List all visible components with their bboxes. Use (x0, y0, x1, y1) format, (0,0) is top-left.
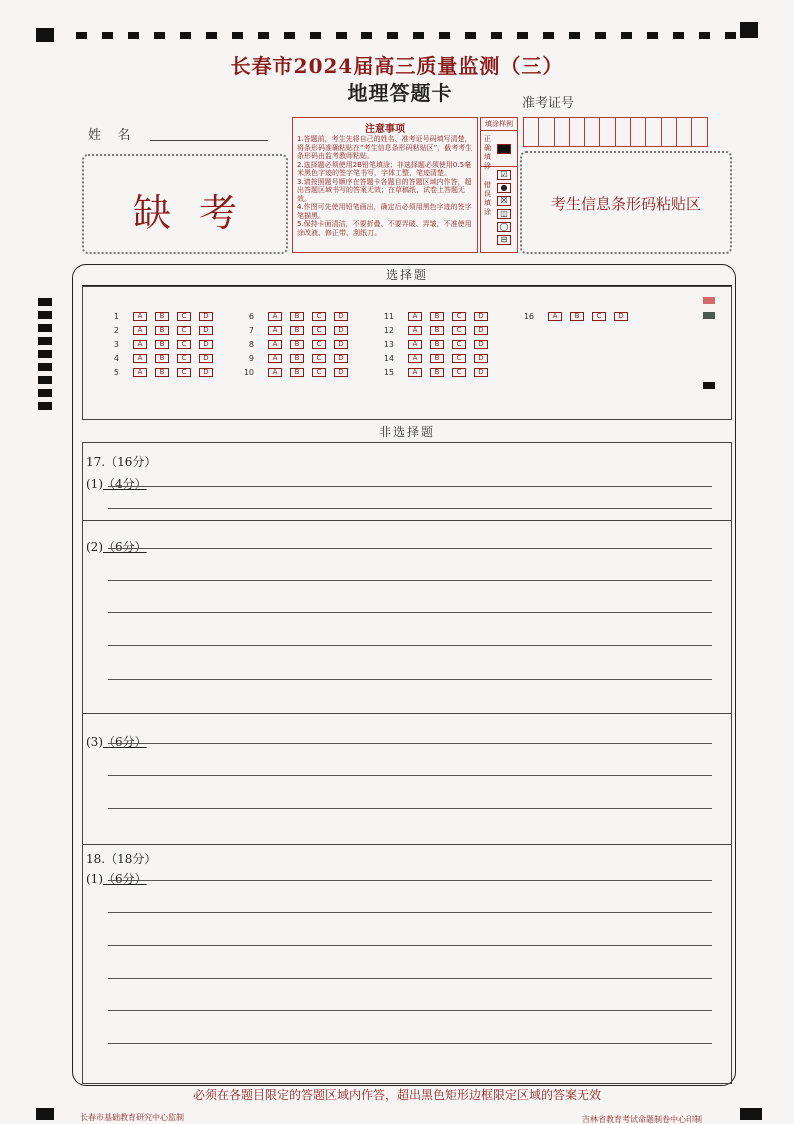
corner-mark-bottom-left (36, 1108, 54, 1120)
answer-line[interactable] (108, 645, 712, 646)
exam-id-digit-box[interactable] (554, 117, 570, 147)
exam-id-digit-box[interactable] (599, 117, 615, 147)
mc-option-bubble[interactable]: B (155, 340, 169, 349)
q17-1-number: (1) (86, 477, 103, 491)
card-title: 长春市2024届高三质量监测（三） (230, 54, 564, 78)
notice-item: 4.作图可先使用铅笔画出，确定后必须用黑色字迹的签字笔描黑。 (297, 203, 472, 220)
name-field[interactable] (150, 140, 268, 141)
timing-marks-side (38, 298, 52, 415)
mc-option-bubble[interactable]: C (452, 326, 466, 335)
mc-option-bubble[interactable]: A (268, 326, 282, 335)
mc-option-bubble[interactable]: A (268, 312, 282, 321)
mc-option-bubble[interactable]: A (408, 326, 422, 335)
mc-option-bubble[interactable]: B (155, 354, 169, 363)
timing-mark (258, 32, 269, 39)
mc-option-bubble[interactable]: A (133, 354, 147, 363)
mc-option-bubble[interactable]: A (133, 326, 147, 335)
mc-option-bubble[interactable]: A (408, 340, 422, 349)
timing-mark (38, 311, 52, 319)
mc-option-bubble[interactable]: C (452, 354, 466, 363)
timing-mark (38, 298, 52, 306)
partial-mark-icon: ◫ (497, 209, 511, 219)
timing-mark (336, 32, 347, 39)
mc-option-bubble[interactable]: C (312, 354, 326, 363)
mc-option-bubble[interactable]: D (334, 368, 348, 377)
timing-mark (38, 363, 52, 371)
mc-option-bubble[interactable]: D (474, 354, 488, 363)
fill-sample-header: 填涂样例 (481, 118, 517, 131)
timing-mark (491, 32, 502, 39)
mc-option-bubble[interactable]: C (452, 368, 466, 377)
mc-option-bubble[interactable]: D (614, 312, 628, 321)
timing-mark (38, 337, 52, 345)
timing-mark (595, 32, 606, 39)
mc-option-bubble[interactable]: C (452, 340, 466, 349)
check-mark-icon: ☑ (497, 170, 511, 180)
mc-option-bubble[interactable]: B (430, 340, 444, 349)
mc-question-9 (238, 353, 356, 364)
mc-question-number: 8 (248, 340, 254, 349)
exam-id-digit-box[interactable] (538, 117, 554, 147)
mc-option-bubble[interactable]: D (199, 354, 213, 363)
q18-1-number: (1) (86, 872, 103, 886)
mc-question-number: 15 (383, 368, 394, 377)
mc-option-bubble[interactable]: D (474, 312, 488, 321)
timing-mark (180, 32, 191, 39)
mc-option-bubble[interactable]: B (290, 354, 304, 363)
mc-question-16 (518, 311, 636, 322)
timing-mark (569, 32, 580, 39)
answer-line[interactable] (108, 508, 712, 509)
mc-question-number: 12 (383, 326, 394, 335)
notice-item: 2.选择题必须使用2B铅笔填涂；非选择题必须使用0.5毫米黑色字迹的签字笔书写，字体工整、笔迹清楚。 (297, 160, 472, 177)
q17-2-number: (2) (86, 540, 103, 554)
q18-1-label (86, 870, 147, 887)
exam-id-digit-box[interactable] (569, 117, 585, 147)
mc-option-bubble[interactable]: B (290, 312, 304, 321)
mc-option-bubble[interactable]: A (268, 340, 282, 349)
mc-option-bubble[interactable]: C (177, 354, 191, 363)
mc-option-bubble[interactable]: A (268, 354, 282, 363)
answer-line[interactable] (108, 1043, 712, 1044)
timing-mark (387, 32, 398, 39)
mc-option-bubble[interactable]: A (268, 368, 282, 377)
mc-option-bubble[interactable]: D (334, 354, 348, 363)
fill-sample-correct (481, 131, 517, 170)
corner-mark-top-right (740, 22, 758, 38)
mc-option-bubble[interactable]: C (177, 312, 191, 321)
mc-option-bubble[interactable]: C (177, 340, 191, 349)
exam-id-digit-box[interactable] (523, 117, 539, 147)
timing-mark (38, 389, 52, 397)
color-mark-black (703, 382, 715, 389)
mc-option-bubble[interactable]: D (334, 340, 348, 349)
mc-option-bubble[interactable]: D (334, 326, 348, 335)
mc-option-bubble[interactable]: C (177, 326, 191, 335)
timing-mark (413, 32, 424, 39)
mc-option-bubble[interactable]: B (155, 326, 169, 335)
mc-question-14 (378, 353, 496, 364)
timing-mark (699, 32, 710, 39)
color-mark-green (703, 312, 715, 319)
exam-id-digit-box[interactable] (584, 117, 600, 147)
q17-2-label (86, 538, 147, 555)
mc-option-bubble[interactable]: A (548, 312, 562, 321)
exam-id-digit-box[interactable] (645, 117, 661, 147)
mc-option-bubble[interactable]: A (408, 312, 422, 321)
mc-question-number: 5 (113, 368, 119, 377)
fill-sample (480, 117, 518, 253)
mc-option-bubble[interactable]: B (290, 368, 304, 377)
answer-line[interactable] (108, 808, 712, 809)
exam-id-boxes[interactable] (524, 117, 708, 147)
q17-3-label (86, 733, 147, 750)
mc-question-number: 6 (248, 312, 254, 321)
timing-mark (38, 350, 52, 358)
answer-line[interactable] (108, 945, 712, 946)
mc-option-bubble[interactable]: C (312, 368, 326, 377)
mc-option-bubble[interactable]: D (199, 368, 213, 377)
exam-id-digit-box[interactable] (661, 117, 677, 147)
mc-option-bubble[interactable]: B (430, 354, 444, 363)
q17-title: 17.（16分） (86, 455, 157, 469)
footer-note: 必须在各题目限定的答题区域内作答，超出黑色矩形边框限定区域的答案无效 (192, 1088, 601, 1102)
mc-option-bubble[interactable]: D (334, 312, 348, 321)
q17-3-score: （6分） (103, 735, 147, 749)
mc-area (82, 286, 732, 420)
timing-mark (439, 32, 450, 39)
mc-question-number: 4 (113, 354, 119, 363)
exam-id-label: 准考证号 (522, 96, 575, 111)
timing-mark (76, 32, 87, 39)
q17-2-score: （6分） (103, 540, 147, 554)
mc-option-bubble[interactable]: B (290, 340, 304, 349)
mc-option-bubble[interactable]: B (155, 312, 169, 321)
mc-question-4 (103, 353, 221, 364)
mc-option-bubble[interactable]: B (290, 326, 304, 335)
cross-mark-icon: ☒ (497, 196, 511, 206)
mc-question-number: 1 (113, 312, 119, 321)
exam-id-digit-box[interactable] (691, 117, 707, 147)
answer-line[interactable] (108, 978, 712, 979)
mc-heading: 选择题 (82, 266, 732, 286)
mc-question-3 (103, 339, 221, 350)
fill-sample-correct-label: 正确填涂 (484, 135, 491, 170)
notice-item: 1.答题前，考生先将自己的姓名、准考证号码填写清楚，将条形码准确粘贴在“考生信息条形码粘贴区”，截考考生条形码由监考教师粘贴。 (297, 135, 473, 160)
timing-mark (647, 32, 658, 39)
mc-question-10 (238, 367, 356, 378)
mc-question-number: 9 (248, 354, 254, 363)
answer-line[interactable] (108, 743, 712, 744)
mc-option-bubble[interactable]: C (312, 340, 326, 349)
exam-id-digit-box[interactable] (676, 117, 692, 147)
timing-mark (206, 32, 217, 39)
mc-option-bubble[interactable]: A (133, 340, 147, 349)
mc-question-number: 3 (113, 340, 119, 349)
q17-1-score: （4分） (103, 477, 147, 491)
mc-question-number: 16 (523, 312, 534, 321)
timing-mark (154, 32, 165, 39)
mc-option-bubble[interactable]: C (312, 326, 326, 335)
timing-mark (517, 32, 528, 39)
timing-mark (284, 32, 295, 39)
answer-line[interactable] (108, 912, 712, 913)
mc-question-1 (103, 311, 221, 322)
section-divider (82, 713, 732, 714)
corner-mark-top-left (36, 28, 54, 42)
mc-option-bubble[interactable]: C (592, 312, 606, 321)
answer-line[interactable] (108, 880, 712, 881)
fill-sample-wrong (481, 167, 517, 254)
mc-question-number: 14 (383, 354, 394, 363)
q17-3-number: (3) (86, 735, 103, 749)
section-divider (82, 844, 732, 845)
name-label: 姓 名 (88, 128, 131, 143)
q18-1-score: （6分） (103, 872, 147, 886)
notice-item: 3.请按照题号顺序在答题卡各题目的答题区域内作答，超出答题区域书写的答案无效；在草稿纸、试卷上答题无效。 (297, 177, 472, 203)
dot-mark-icon: ● (497, 183, 511, 193)
timing-mark (38, 324, 52, 332)
section-divider (82, 520, 732, 521)
mc-option-bubble[interactable]: A (408, 368, 422, 377)
mc-option-bubble[interactable]: A (133, 368, 147, 377)
timing-mark (465, 32, 476, 39)
mc-question-15 (378, 367, 496, 378)
exam-id-digit-box[interactable] (615, 117, 631, 147)
mc-option-bubble[interactable]: B (430, 326, 444, 335)
timing-mark (361, 32, 372, 39)
mc-option-bubble[interactable]: D (199, 340, 213, 349)
mc-question-number: 13 (383, 340, 394, 349)
color-mark-red (703, 297, 715, 304)
mc-option-bubble[interactable]: D (474, 340, 488, 349)
mc-question-2 (103, 325, 221, 336)
timing-mark (725, 32, 736, 39)
mc-question-6 (238, 311, 356, 322)
timing-mark (232, 32, 243, 39)
absent-text: 缺考 (132, 191, 265, 235)
corner-mark-bottom-right (740, 1108, 762, 1120)
mc-question-number: 2 (113, 326, 119, 335)
mc-question-7 (238, 325, 356, 336)
notice-box (292, 117, 478, 253)
mc-question-12 (378, 325, 496, 336)
answer-line[interactable] (108, 679, 712, 680)
barcode-area (520, 151, 732, 254)
answer-line[interactable] (108, 548, 712, 549)
footer-right: 吉林省教育考试命题制卷中心印制 (582, 1115, 702, 1124)
mc-question-number: 11 (383, 312, 394, 321)
answer-line[interactable] (108, 612, 712, 613)
mc-option-bubble[interactable]: C (312, 312, 326, 321)
timing-mark (102, 32, 113, 39)
timing-marks-top (76, 32, 736, 39)
mc-option-bubble[interactable]: B (430, 312, 444, 321)
footer-left: 长春市基础教育研究中心监制 (80, 1113, 184, 1122)
timing-mark (38, 402, 52, 410)
timing-mark (310, 32, 321, 39)
circle-mark-icon: ◯ (497, 222, 511, 232)
answer-line[interactable] (108, 775, 712, 776)
barcode-label: 考生信息条形码粘贴区 (550, 195, 701, 213)
notice-title: 注意事项 (365, 124, 405, 135)
fill-sample-wrong-label: 错误填涂 (484, 181, 491, 216)
mc-option-bubble[interactable]: A (133, 312, 147, 321)
timing-mark (38, 376, 52, 384)
mc-question-13 (378, 339, 496, 350)
mc-option-bubble[interactable]: C (452, 312, 466, 321)
answer-line[interactable] (108, 486, 712, 487)
timing-mark (128, 32, 139, 39)
mc-option-bubble[interactable]: B (155, 368, 169, 377)
q18-title: 18.（18分） (86, 852, 157, 866)
answer-line[interactable] (108, 580, 712, 581)
mc-question-8 (238, 339, 356, 350)
mc-option-bubble[interactable]: B (430, 368, 444, 377)
card-subtitle: 地理答题卡 (347, 81, 453, 105)
timing-mark (621, 32, 632, 39)
mc-option-bubble[interactable]: B (570, 312, 584, 321)
absent-box (82, 154, 288, 254)
mc-option-bubble[interactable]: D (199, 326, 213, 335)
mc-question-number: 7 (248, 326, 254, 335)
timing-mark (543, 32, 554, 39)
mc-option-bubble[interactable]: D (199, 312, 213, 321)
answer-line[interactable] (108, 1010, 712, 1011)
correct-fill-icon (497, 144, 511, 154)
nonmc-heading: 非选择题 (82, 423, 732, 443)
mc-question-5 (103, 367, 221, 378)
mc-option-bubble[interactable]: A (408, 354, 422, 363)
mc-option-bubble[interactable]: D (474, 368, 488, 377)
mc-question-11 (378, 311, 496, 322)
mc-option-bubble[interactable]: C (177, 368, 191, 377)
timing-mark (673, 32, 684, 39)
mc-question-number: 10 (243, 368, 254, 377)
line-mark-icon: ⊟ (497, 235, 511, 245)
exam-id-digit-box[interactable] (630, 117, 646, 147)
nonmc-area (82, 443, 732, 1084)
mc-option-bubble[interactable]: D (474, 326, 488, 335)
notice-item: 5.保持卡面清洁，不要折叠、不要弄破、弄皱，不准使用涂改液、修正带、刮纸刀。 (297, 220, 472, 237)
q17-1-label (86, 475, 147, 492)
